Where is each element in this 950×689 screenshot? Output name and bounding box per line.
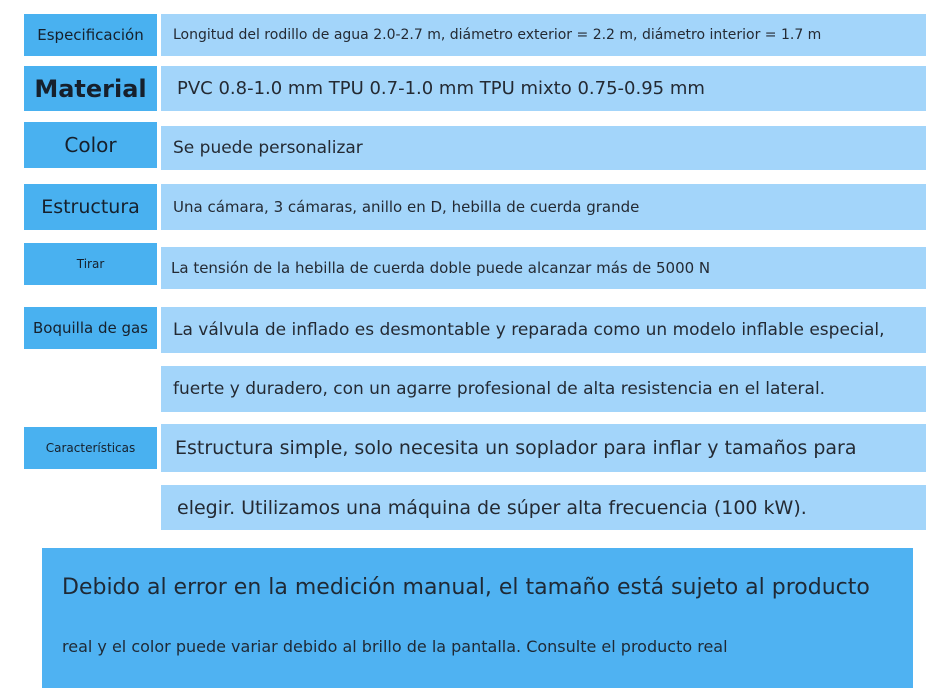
notice-line-1: Debido al error en la medición manual, el tamaño está sujeto al producto <box>62 575 870 600</box>
spec-value: Longitud del rodillo de agua 2.0-2.7 m, diámetro exterior = 2.2 m, diámetro interior = 1.7 m <box>161 14 926 56</box>
spec-label: Especificación <box>24 14 157 56</box>
structure-label: Estructura <box>24 184 157 230</box>
color-label: Color <box>24 122 157 168</box>
structure-value: Una cámara, 3 cámaras, anillo en D, hebilla de cuerda grande <box>161 184 926 230</box>
color-value: Se puede personalizar <box>161 126 926 170</box>
gas-nozzle-value: La válvula de inflado es desmontable y reparada como un modelo inflable especial, <box>161 307 926 353</box>
features-value: Estructura simple, solo necesita un soplador para inflar y tamaños para <box>161 424 926 472</box>
gas-nozzle-value-continued: fuerte y duradero, con un agarre profesional de alta resistencia en el lateral. <box>161 366 926 412</box>
material-label: Material <box>24 66 157 111</box>
features-value-continued: elegir. Utilizamos una máquina de súper alta frecuencia (100 kW). <box>161 485 926 530</box>
measurement-notice <box>42 548 913 688</box>
features-label: Características <box>24 427 157 469</box>
gas-nozzle-label: Boquilla de gas <box>24 307 157 349</box>
pull-label: Tirar <box>24 243 157 285</box>
notice-line-2: real y el color puede variar debido al brillo de la pantalla. Consulte el producto real <box>62 637 728 656</box>
pull-value: La tensión de la hebilla de cuerda doble puede alcanzar más de 5000 N <box>161 247 926 289</box>
material-value: PVC 0.8-1.0 mm TPU 0.7-1.0 mm TPU mixto 0.75-0.95 mm <box>161 66 926 111</box>
